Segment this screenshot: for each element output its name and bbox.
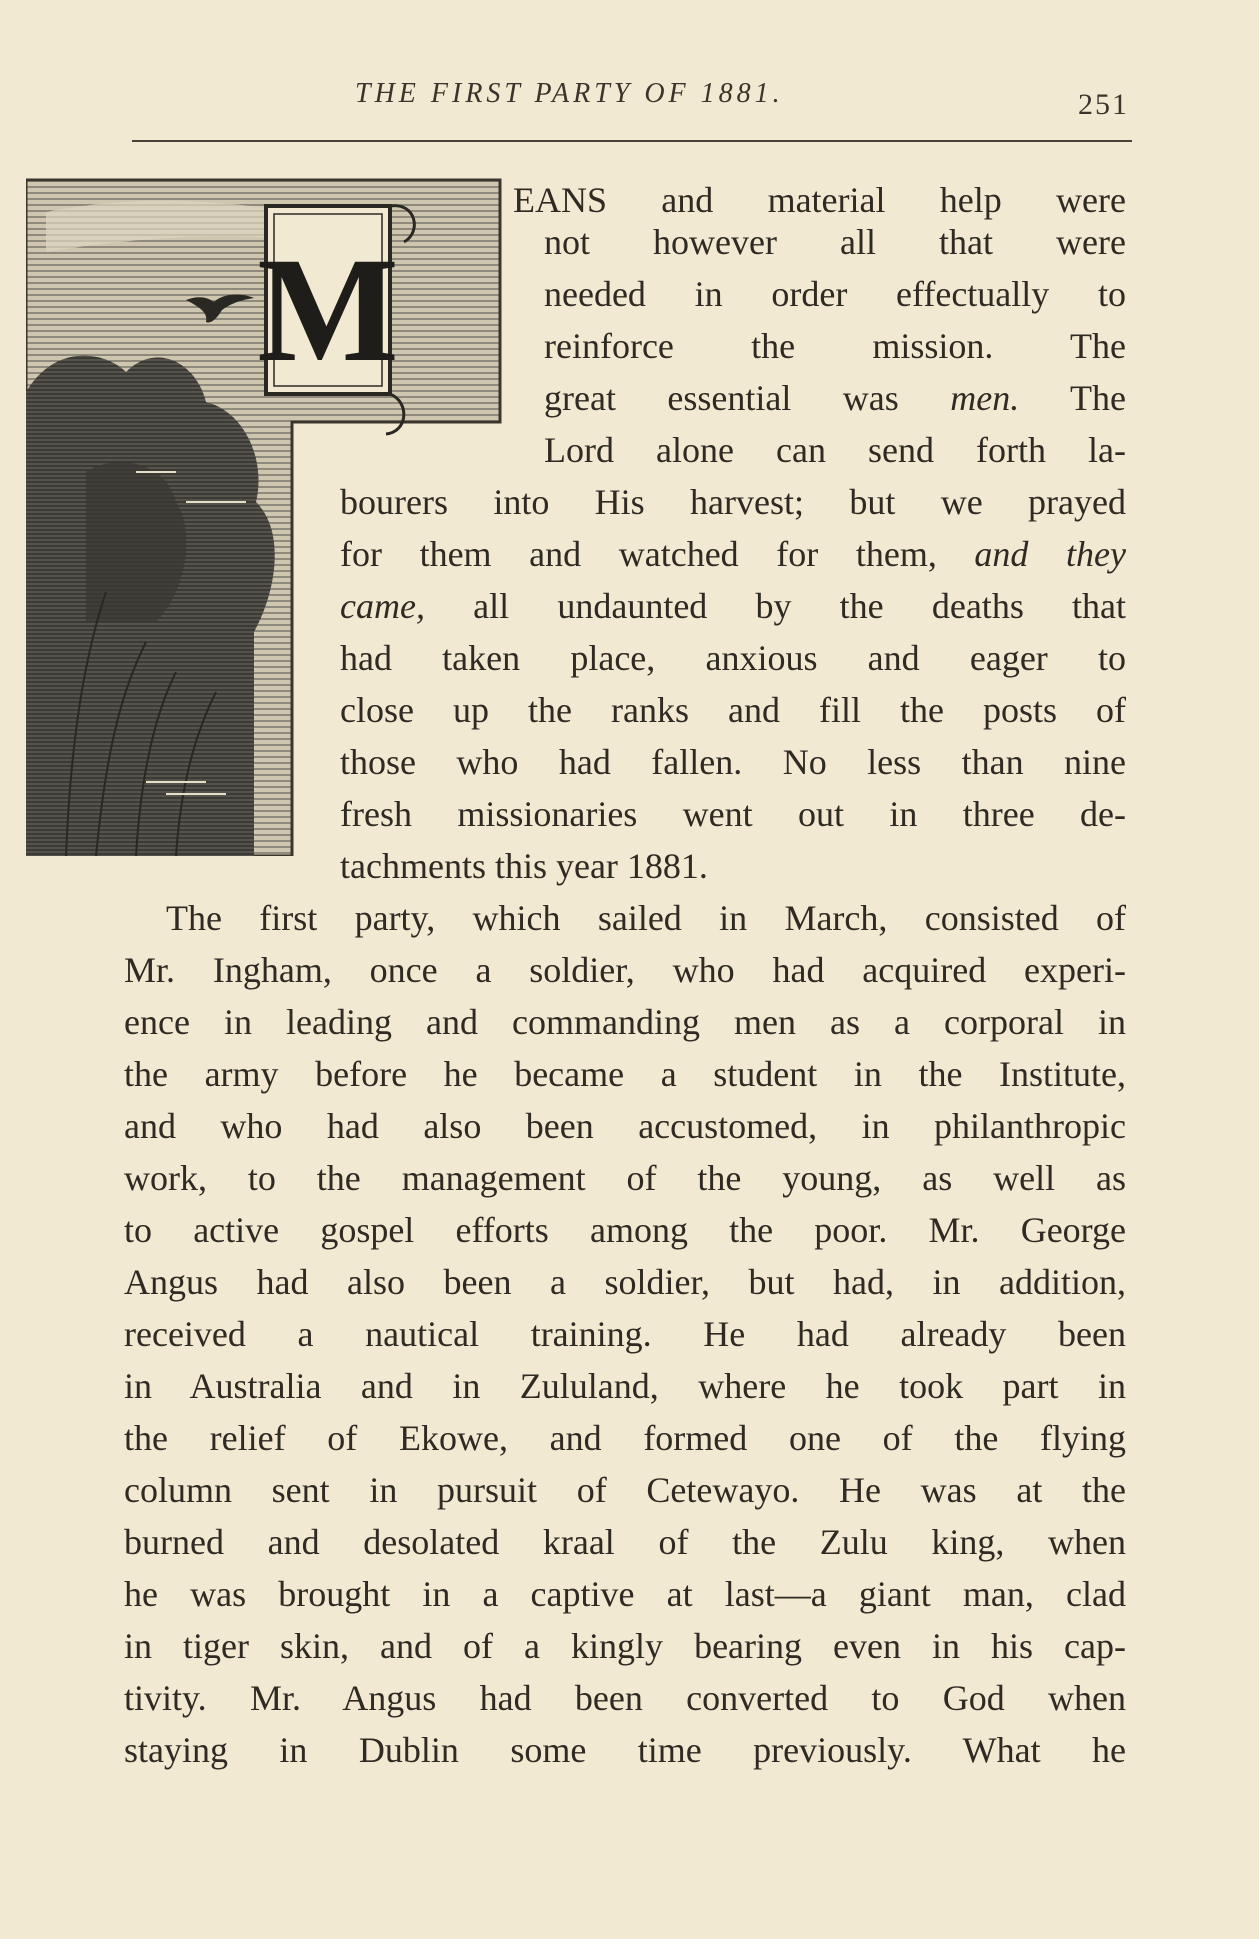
text-line: and who had also been accustomed, in philanthropic — [124, 1106, 1126, 1146]
text-line: needed in order effectually to — [544, 274, 1126, 314]
text-line: close up the ranks and fill the posts of — [340, 690, 1126, 730]
text-line: tivity. Mr. Angus had been converted to God when — [124, 1678, 1126, 1718]
header-rule — [132, 140, 1132, 142]
running-head: THE FIRST PARTY OF 1881. — [355, 78, 784, 109]
text-line: not however all that were — [544, 222, 1126, 262]
text-line: came, all undaunted by the deaths that — [340, 586, 1126, 626]
text-line: he was brought in a captive at last—a giant man, clad — [124, 1574, 1126, 1614]
text-line: ence in leading and commanding men as a corporal in — [124, 1002, 1126, 1042]
text-line: burned and desolated kraal of the Zulu king, when — [124, 1522, 1126, 1562]
text-line: the relief of Ekowe, and formed one of the flying — [124, 1418, 1126, 1458]
text-line: column sent in pursuit of Cetewayo. He was at the — [124, 1470, 1126, 1510]
text-line: work, to the management of the young, as well as — [124, 1158, 1126, 1198]
text-line: tachments this year 1881. — [340, 846, 708, 886]
text-line: reinforce the mission. The — [544, 326, 1126, 366]
text-line: to active gospel efforts among the poor. Mr. George — [124, 1210, 1126, 1250]
text-line: fresh missionaries went out in three de- — [340, 794, 1126, 834]
text-line: Lord alone can send forth la- — [544, 430, 1126, 470]
text-line: in tiger skin, and of a kingly bearing even in his cap- — [124, 1626, 1126, 1666]
page-number: 251 — [1078, 88, 1129, 121]
text-line: EANS and material help were — [513, 180, 1126, 220]
text-line: Angus had also been a soldier, but had, in addition, — [124, 1262, 1126, 1302]
text-line: had taken place, anxious and eager to — [340, 638, 1126, 678]
text-line: received a nautical training. He had already been — [124, 1314, 1126, 1354]
text-line: great essential was men. The — [544, 378, 1126, 418]
text-line: the army before he became a student in the Institute, — [124, 1054, 1126, 1094]
text-line: The first party, which sailed in March, consisted of — [166, 898, 1126, 938]
text-line: for them and watched for them, and they — [340, 534, 1126, 574]
text-line: those who had fallen. No less than nine — [340, 742, 1126, 782]
text-line: in Australia and in Zululand, where he took part in — [124, 1366, 1126, 1406]
text-line: staying in Dublin some time previously. What he — [124, 1730, 1126, 1770]
text-line: bourers into His harvest; but we prayed — [340, 482, 1126, 522]
text-line: Mr. Ingham, once a soldier, who had acquired experi- — [124, 950, 1126, 990]
svg-text:M: M — [257, 227, 399, 393]
